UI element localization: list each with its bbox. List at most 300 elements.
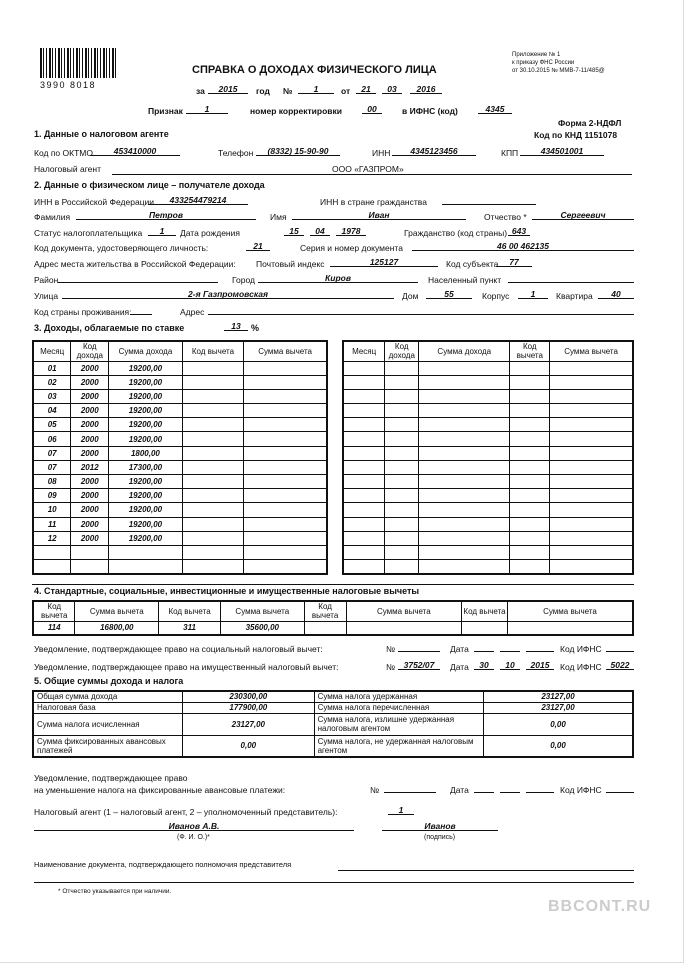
zip-label: Почтовый индекс — [256, 259, 325, 269]
deduction-code-cell — [510, 432, 550, 446]
income-row — [343, 503, 633, 517]
income-row — [343, 489, 633, 503]
income-code-cell — [385, 404, 419, 418]
deduction-code-cell — [510, 560, 550, 574]
surname-label: Фамилия — [34, 212, 71, 222]
income-sum-cell — [419, 560, 510, 574]
notice-fixed-label-1: Уведомление, подтверждающее право — [34, 773, 188, 783]
deduction-sum-cell — [244, 404, 327, 418]
section-4-separator — [32, 584, 634, 585]
income-code-cell — [385, 517, 419, 531]
settlement-value — [508, 273, 634, 283]
notice-property-month: 10 — [500, 660, 520, 670]
income-code-cell: 2000 — [71, 446, 109, 460]
country-label: Код страны проживания: — [34, 307, 132, 317]
city-label: Город — [232, 275, 255, 285]
income-sum-cell — [109, 545, 182, 559]
income-sum-cell: 19200,00 — [109, 432, 182, 446]
notice-fixed-ifns — [606, 783, 634, 793]
income-sum-cell: 19200,00 — [109, 531, 182, 545]
notice-property-label: Уведомление, подтверждающее право на имущественный налоговый вычет: — [34, 662, 339, 672]
deduction-code-header: Код вычета — [304, 601, 346, 621]
deduction-sum-cell — [244, 560, 327, 574]
notice-social-month — [500, 642, 520, 652]
deduction-sum-cell — [550, 404, 633, 418]
barcode — [40, 48, 116, 78]
income-code-cell: 2000 — [71, 375, 109, 389]
notice-property-ifns: 5022 — [606, 660, 634, 670]
phone-value: (8332) 15-90-90 — [256, 146, 340, 156]
income-sum-cell: 19200,00 — [109, 503, 182, 517]
income-row — [343, 560, 633, 574]
col-deduction-code: Код вычета — [182, 341, 244, 361]
agent-type-value: 1 — [388, 805, 414, 815]
income-row — [33, 460, 327, 474]
deduction-sum-cell — [550, 460, 633, 474]
col-income-sum: Сумма дохода — [419, 341, 510, 361]
dob-month: 04 — [310, 226, 330, 236]
income-code-cell — [71, 545, 109, 559]
tax-not-held-value: 0,00 — [484, 735, 633, 757]
deductions-table — [32, 600, 634, 636]
deduction-sum-cell — [550, 531, 633, 545]
income-row — [343, 389, 633, 403]
month-cell — [343, 531, 385, 545]
deduction-sum-cell — [244, 503, 327, 517]
income-sum-cell: 19200,00 — [109, 375, 182, 389]
income-sum-cell — [419, 389, 510, 403]
income-code-cell — [385, 418, 419, 432]
notice-fixed-month — [500, 783, 520, 793]
status-value: 1 — [148, 226, 176, 236]
street-label: Улица — [34, 291, 59, 301]
korpus-label: Корпус — [482, 291, 510, 301]
fixed-advance-label: Сумма фиксированных авансовых платежей — [33, 735, 183, 757]
income-row — [33, 404, 327, 418]
income-sum-cell — [419, 489, 510, 503]
deduction-sum-cell — [244, 517, 327, 531]
income-sum-cell: 19200,00 — [109, 418, 182, 432]
order-ref-3: от 30.10.2015 № ММВ-7-11/485@ — [512, 68, 605, 74]
patronymic-value: Сергеевич — [532, 210, 634, 220]
ifns-value: 4345 — [478, 104, 512, 114]
name-value: Иван — [292, 210, 466, 220]
deduction-sum-cell — [244, 418, 327, 432]
income-row — [33, 560, 327, 574]
month-cell — [343, 389, 385, 403]
notice-property-day: 30 — [474, 660, 494, 670]
kpp-value: 434501001 — [520, 146, 604, 156]
income-row — [33, 503, 327, 517]
income-row — [33, 375, 327, 389]
month-cell — [343, 503, 385, 517]
tax-over-value: 0,00 — [484, 713, 633, 735]
korr-label: номер корректировки — [250, 106, 342, 116]
deduction-code-cell — [510, 489, 550, 503]
notice-fixed-date-label: Дата — [450, 785, 469, 795]
income-code-cell — [385, 460, 419, 474]
section-4-title: 4. Стандартные, социальные, инвестиционные и имущественные налоговые вычеты — [34, 586, 420, 596]
authority-doc-label: Наименование документа, подтверждающего полномочия представителя — [34, 860, 292, 869]
deduction-code-header: Код вычета — [159, 601, 221, 621]
month-cell — [343, 361, 385, 375]
barcode-number: 3990 8018 — [40, 80, 97, 90]
surname-value: Петров — [76, 210, 256, 220]
income-code-cell: 2000 — [71, 389, 109, 403]
deduction-sum-cell — [550, 475, 633, 489]
income-code-cell: 2000 — [71, 432, 109, 446]
col-income-code: Код дохода — [71, 341, 109, 361]
deduction-sum-header: Сумма вычета — [75, 601, 159, 621]
deduction-code-cell — [510, 503, 550, 517]
deduction-sum-cell — [550, 503, 633, 517]
income-table-left — [32, 340, 328, 575]
income-row — [33, 517, 327, 531]
priznak-label: Признак — [148, 106, 183, 116]
god-label: год — [256, 86, 270, 96]
col-income-code: Код дохода — [385, 341, 419, 361]
tax-held-value: 23127,00 — [484, 691, 633, 702]
tax-rate: 13 — [224, 321, 248, 331]
deduction-code-cell — [182, 389, 244, 403]
month-cell — [343, 560, 385, 574]
income-row — [343, 375, 633, 389]
month-cell: 11 — [33, 517, 71, 531]
agent-name: ООО «ГАЗПРОМ» — [332, 164, 404, 174]
month-cell: 07 — [33, 460, 71, 474]
notice-property-no: 3752/07 — [398, 660, 440, 670]
income-code-cell — [385, 489, 419, 503]
notice-social-year — [526, 642, 554, 652]
authority-doc-value — [338, 870, 634, 871]
month-cell: 04 — [33, 404, 71, 418]
deduction-sum-cell — [550, 432, 633, 446]
citizen-label: Гражданство (код страны) — [404, 228, 508, 238]
month-cell — [343, 460, 385, 474]
deduction-code-cell — [510, 517, 550, 531]
income-row — [33, 418, 327, 432]
deduction-code-cell — [182, 432, 244, 446]
income-code-cell — [385, 545, 419, 559]
income-sum-cell — [109, 560, 182, 574]
inn-label: ИНН — [372, 148, 391, 158]
deduction-sum — [507, 621, 633, 635]
korpus-value: 1 — [518, 289, 548, 299]
house-value: 55 — [426, 289, 472, 299]
income-row — [343, 517, 633, 531]
name-label: Имя — [270, 212, 287, 222]
authority-doc-line — [34, 882, 634, 883]
oktmo-label: Код по ОКТМО — [34, 148, 93, 158]
income-code-cell — [385, 560, 419, 574]
report-year: 2015 — [208, 84, 248, 94]
total-income-label: Общая сумма дохода — [33, 691, 183, 702]
month-cell — [343, 475, 385, 489]
deduction-sum-cell — [550, 560, 633, 574]
street-value: 2-я Газпромовская — [62, 289, 394, 299]
fio-caption: (Ф. И. О.)* — [177, 834, 210, 841]
tax-calc-value: 23127,00 — [183, 713, 315, 735]
deduction-code-cell — [510, 531, 550, 545]
knd-label: Код по КНД 1151078 — [534, 130, 618, 140]
section-2-title: 2. Данные о физическом лице – получателе дохода — [34, 180, 265, 190]
income-row — [33, 389, 327, 403]
income-row — [33, 531, 327, 545]
dob-day: 15 — [284, 226, 304, 236]
notice-property-date-label: Дата — [450, 662, 469, 672]
deduction-sum-cell — [244, 531, 327, 545]
income-code-cell — [385, 531, 419, 545]
deduction-sum-cell — [244, 460, 327, 474]
doc-value: 21 — [246, 241, 270, 251]
deduction-code-header: Код вычета — [33, 601, 75, 621]
deduction-code-cell — [182, 517, 244, 531]
income-row — [343, 460, 633, 474]
income-code-cell: 2012 — [71, 460, 109, 474]
month-cell — [343, 404, 385, 418]
zip-value: 125127 — [330, 257, 438, 267]
deduction-sum-cell — [550, 545, 633, 559]
month-cell: 09 — [33, 489, 71, 503]
deduction-code-cell — [182, 446, 244, 460]
dob-year: 1978 — [336, 226, 366, 236]
income-sum-cell — [419, 475, 510, 489]
address-value — [208, 305, 634, 315]
tax-held-label: Сумма налога удержанная — [314, 691, 483, 702]
deduction-code-cell — [182, 375, 244, 389]
income-code-cell — [385, 361, 419, 375]
deduction-code-cell — [510, 475, 550, 489]
tax-not-held-label: Сумма налога, не удержанная налоговым агентом — [314, 735, 483, 757]
cert-number: 1 — [298, 84, 334, 94]
settlement-label: Населенный пункт — [428, 275, 502, 285]
priznak-value: 1 — [186, 104, 228, 114]
za-label: за — [196, 86, 205, 96]
income-code-cell: 2000 — [71, 475, 109, 489]
income-code-cell: 2000 — [71, 517, 109, 531]
month-cell: 06 — [33, 432, 71, 446]
deduction-code-cell — [510, 418, 550, 432]
tax-calc-label: Сумма налога исчисленная — [33, 713, 183, 735]
tax-base-label: Налоговая база — [33, 702, 183, 713]
region-label: Код субъекта — [446, 259, 499, 269]
income-code-cell — [385, 503, 419, 517]
income-sum-cell — [419, 531, 510, 545]
deduction-sum: 16800,00 — [75, 621, 159, 635]
income-code-cell — [385, 375, 419, 389]
notice-fixed-no — [384, 783, 436, 793]
notice-property-no-label: № — [386, 662, 396, 672]
notice-social-no-label: № — [386, 644, 396, 654]
deduction-code-cell — [182, 460, 244, 474]
income-row — [343, 361, 633, 375]
deduction-code-cell — [510, 545, 550, 559]
flat-value: 40 — [598, 289, 634, 299]
city-value: Киров — [258, 273, 418, 283]
tax-paid-value: 23127,00 — [484, 702, 633, 713]
income-sum-cell: 19200,00 — [109, 361, 182, 375]
deduction-code-cell — [182, 361, 244, 375]
section-1-title: 1. Данные о налоговом агенте — [34, 129, 169, 139]
month-cell: 12 — [33, 531, 71, 545]
income-sum-cell: 17300,00 — [109, 460, 182, 474]
deduction-sum-cell — [244, 446, 327, 460]
income-row — [343, 418, 633, 432]
korr-value: 00 — [362, 104, 382, 114]
income-row — [343, 475, 633, 489]
deduction-sum-cell — [244, 389, 327, 403]
income-code-cell: 2000 — [71, 531, 109, 545]
deduction-sum-cell — [244, 489, 327, 503]
citizen-value: 643 — [508, 226, 530, 236]
region-value: 77 — [496, 257, 532, 267]
deduction-sum-header: Сумма вычета — [346, 601, 462, 621]
signature-caption: (подпись) — [424, 834, 456, 841]
kpp-label: КПП — [501, 148, 519, 158]
income-sum-cell — [419, 375, 510, 389]
tax-base-value: 177900,00 — [183, 702, 315, 713]
series-value: 46 00 462135 — [412, 241, 634, 251]
deduction-code-cell — [182, 404, 244, 418]
income-row — [33, 489, 327, 503]
deduction-code-cell — [182, 475, 244, 489]
income-code-cell — [71, 560, 109, 574]
inn-country-value — [442, 195, 536, 205]
income-sum-cell — [419, 517, 510, 531]
total-income-value: 230300,00 — [183, 691, 315, 702]
income-code-cell — [385, 389, 419, 403]
forma-label: Форма 2-НДФЛ — [558, 118, 622, 128]
doc-label: Код документа, удостоверяющего личность: — [34, 243, 209, 253]
month-cell — [343, 418, 385, 432]
income-sum-cell — [419, 432, 510, 446]
month-cell — [343, 545, 385, 559]
address-label: Адрес — [180, 307, 205, 317]
signer-fio: Иванов А.В. — [34, 821, 354, 831]
cert-year: 2016 — [410, 84, 442, 94]
deduction-sum-cell — [550, 361, 633, 375]
deduction-code-cell — [182, 531, 244, 545]
month-cell — [343, 446, 385, 460]
income-row — [33, 446, 327, 460]
footnote: * Отчество указывается при наличии. — [58, 888, 172, 895]
deduction-code: 311 — [159, 621, 221, 635]
month-cell — [33, 545, 71, 559]
col-deduction-code: Код вычета — [510, 341, 550, 361]
notice-social-ifns — [606, 642, 634, 652]
month-cell — [33, 560, 71, 574]
inn-rf-value: 433254479214 — [148, 195, 248, 205]
district-label: Район — [34, 275, 59, 285]
notice-fixed-label-2: на уменьшение налога на фиксированные авансовые платежи: — [34, 785, 286, 795]
income-table-right — [342, 340, 634, 575]
notice-social-day — [474, 642, 494, 652]
deduction-code: 114 — [33, 621, 75, 635]
income-code-cell — [385, 475, 419, 489]
income-sum-cell: 19200,00 — [109, 389, 182, 403]
month-cell — [343, 517, 385, 531]
dob-label: Дата рождения — [180, 228, 240, 238]
tax-paid-label: Сумма налога перечисленная — [314, 702, 483, 713]
income-code-cell: 2000 — [71, 404, 109, 418]
deduction-code-cell — [510, 446, 550, 460]
order-ref-1: Приложение № 1 — [512, 52, 561, 58]
cert-day: 21 — [356, 84, 376, 94]
notice-property-ifns-label: Код ИФНС — [560, 662, 602, 672]
month-cell: 02 — [33, 375, 71, 389]
col-deduction-sum: Сумма вычета — [550, 341, 633, 361]
series-label: Серия и номер документа — [300, 243, 403, 253]
deduction-code-cell — [182, 560, 244, 574]
ifns-label: в ИФНС (код) — [402, 106, 458, 116]
income-row — [33, 475, 327, 489]
income-code-cell: 2000 — [71, 361, 109, 375]
income-sum-cell: 19200,00 — [109, 475, 182, 489]
col-month: Месяц — [33, 341, 71, 361]
deduction-sum-cell — [550, 389, 633, 403]
month-cell: 05 — [33, 418, 71, 432]
deduction-code-cell — [510, 404, 550, 418]
month-cell: 03 — [33, 389, 71, 403]
deduction-code-header: Код вычета — [462, 601, 508, 621]
month-cell: 07 — [33, 446, 71, 460]
deduction-sum-header: Сумма вычета — [220, 601, 304, 621]
deduction-code-cell — [182, 503, 244, 517]
deduction-sum-cell — [550, 489, 633, 503]
deduction-code-cell — [182, 418, 244, 432]
agent-label: Налоговый агент — [34, 164, 101, 174]
income-sum-cell: 19200,00 — [109, 404, 182, 418]
status-label: Статус налогоплательщика — [34, 228, 143, 238]
income-row — [343, 545, 633, 559]
deduction-sum-cell — [244, 545, 327, 559]
percent-sign: % — [251, 323, 260, 333]
ot-label: от — [341, 86, 351, 96]
notice-fixed-no-label: № — [370, 785, 380, 795]
deduction-sum-cell — [244, 432, 327, 446]
income-row — [343, 446, 633, 460]
col-deduction-sum: Сумма вычета — [244, 341, 327, 361]
notice-fixed-ifns-label: Код ИФНС — [560, 785, 602, 795]
month-cell — [343, 489, 385, 503]
month-cell: 01 — [33, 361, 71, 375]
deduction-code-cell — [510, 460, 550, 474]
month-cell — [343, 375, 385, 389]
month-cell: 10 — [33, 503, 71, 517]
income-sum-cell — [419, 446, 510, 460]
notice-property-year: 2015 — [526, 660, 554, 670]
country-value — [130, 305, 152, 315]
deduction-sum-cell — [550, 375, 633, 389]
deduction-sum-cell — [550, 418, 633, 432]
inn-rf-label: ИНН в Российской Федерации — [34, 197, 155, 207]
notice-social-label: Уведомление, подтверждающее право на социальный налоговый вычет: — [34, 644, 323, 654]
inn-country-label: ИНН в стране гражданства — [320, 197, 427, 207]
income-code-cell: 2000 — [71, 489, 109, 503]
income-code-cell — [385, 446, 419, 460]
deduction-code-cell — [510, 361, 550, 375]
agent-underline — [112, 174, 632, 175]
deduction-code-cell — [510, 389, 550, 403]
fixed-advance-value: 0,00 — [183, 735, 315, 757]
district-value — [58, 273, 218, 283]
no-label: № — [283, 86, 293, 96]
deduction-code — [462, 621, 508, 635]
signer-signature: Иванов — [382, 821, 498, 831]
house-label: Дом — [402, 291, 419, 301]
deduction-code-cell — [510, 375, 550, 389]
watermark: BBCONT.RU — [548, 898, 652, 915]
